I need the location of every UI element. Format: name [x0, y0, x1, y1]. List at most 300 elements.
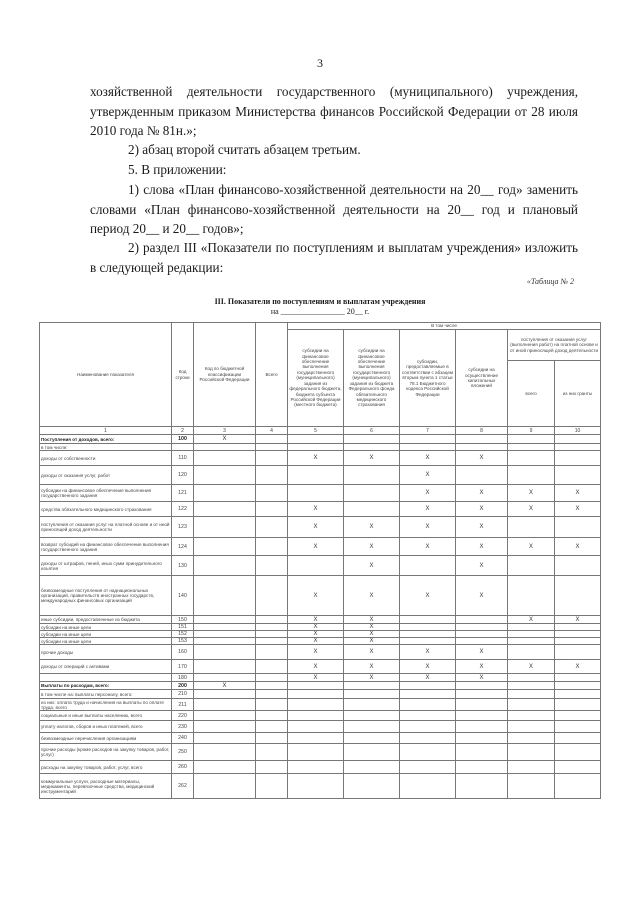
row-cell-c8 [456, 682, 508, 690]
row-code: 153 [172, 638, 194, 645]
row-cell-c8: X [456, 576, 508, 616]
paragraph-appendix: 5. В приложении: [128, 162, 227, 177]
row-cell-c8 [456, 744, 508, 761]
row-cell-c6 [344, 502, 400, 517]
row-name: доходы от штрафов, пеней, иных сумм принудительного изъятия [40, 556, 172, 576]
row-cell-c6 [344, 435, 400, 444]
row-cell-c10 [555, 576, 601, 616]
row-cell-c7 [400, 638, 456, 645]
row-cell-c5 [288, 556, 344, 576]
row-name: уплату налогов, сборов и иных платежей, всего [40, 721, 172, 733]
row-name: субсидии на финансовое обеспечение выполнения государственного задания [40, 485, 172, 502]
row-cell-c6: X [344, 556, 400, 576]
row-kbk [194, 556, 256, 576]
row-total [256, 733, 288, 744]
row-cell-c10 [555, 556, 601, 576]
row-cell-c10 [555, 517, 601, 538]
row-cell-c6: X [344, 576, 400, 616]
table-row [40, 517, 601, 538]
row-cell-c9 [508, 556, 555, 576]
row-cell-c5 [288, 733, 344, 744]
row-cell-c9 [508, 774, 555, 799]
row-cell-c10 [555, 774, 601, 799]
column-number: 4 [256, 427, 288, 435]
row-cell-c6: X [344, 616, 400, 624]
row-cell-c7 [400, 435, 456, 444]
row-cell-c5 [288, 444, 344, 451]
row-code: 260 [172, 761, 194, 774]
row-total [256, 502, 288, 517]
header-paid-total: всего [508, 361, 555, 427]
row-cell-c8: X [456, 517, 508, 538]
row-total [256, 485, 288, 502]
row-cell-c10: X [555, 538, 601, 556]
row-cell-c7: X [400, 660, 456, 674]
row-total [256, 690, 288, 699]
row-cell-c7: X [400, 502, 456, 517]
row-total [256, 444, 288, 451]
row-cell-c7 [400, 631, 456, 638]
row-kbk [194, 690, 256, 699]
row-kbk: X [194, 682, 256, 690]
table-row [40, 690, 601, 699]
paragraph-order-reference: хозяйственной деятельности государственного (муниципального) учреждения, утвержденным приказом Министерства финансов Российской Федерации от 28 июля 2010 года № 81н.»; [90, 84, 578, 138]
header-paid-services: поступления от оказания услуг (выполнения работ) на платной основе и от иной приносящей доход деятельности [508, 330, 601, 361]
row-cell-c7: X [400, 576, 456, 616]
row-cell-c8 [456, 699, 508, 711]
row-cell-c10 [555, 682, 601, 690]
row-cell-c10 [555, 466, 601, 485]
header-subsidy-78-1: субсидии, предоставляемые в соответствии с абзацем вторым пункта 1 статьи 78.1 Бюджетного кодекса Российской Федерации [400, 330, 456, 427]
table-row [40, 660, 601, 674]
row-cell-c7: X [400, 674, 456, 682]
row-cell-c5 [288, 774, 344, 799]
row-cell-c10 [555, 631, 601, 638]
row-total [256, 616, 288, 624]
row-kbk [194, 485, 256, 502]
column-number: 1 [40, 427, 172, 435]
row-cell-c6: X [344, 517, 400, 538]
table-title-block [0, 297, 640, 317]
column-number: 10 [555, 427, 601, 435]
row-total [256, 645, 288, 660]
row-kbk [194, 638, 256, 645]
row-total [256, 674, 288, 682]
row-cell-c8 [456, 444, 508, 451]
table-row [40, 744, 601, 761]
row-cell-c8: X [456, 660, 508, 674]
column-number-row [40, 427, 601, 435]
row-cell-c7: X [400, 485, 456, 502]
row-kbk [194, 502, 256, 517]
row-cell-c8 [456, 774, 508, 799]
row-cell-c7 [400, 556, 456, 576]
row-cell-c6 [344, 774, 400, 799]
row-cell-c9 [508, 444, 555, 451]
row-total [256, 774, 288, 799]
row-cell-c5 [288, 761, 344, 774]
table-row [40, 616, 601, 624]
row-cell-c8: X [456, 538, 508, 556]
row-kbk [194, 451, 256, 466]
header-subsidy-oms-fund: субсидии на финансовое обеспечение выполнения государственного (муниципального) задания из бюджета Федерального фонда обязательного медицинского страхования [344, 330, 400, 427]
table-row [40, 638, 601, 645]
row-cell-c8 [456, 711, 508, 721]
row-name: субсидии на иные цели [40, 631, 172, 638]
row-cell-c6: X [344, 645, 400, 660]
table-title: III. Показатели по поступлениям и выплатам учреждения [214, 297, 426, 306]
row-total [256, 660, 288, 674]
row-cell-c5: X [288, 660, 344, 674]
row-cell-c5: X [288, 674, 344, 682]
row-cell-c8: X [456, 502, 508, 517]
row-cell-c6 [344, 744, 400, 761]
header-kbk: Код по бюджетной классификации Российской Федерации [194, 323, 256, 427]
row-cell-c5: X [288, 576, 344, 616]
row-cell-c5 [288, 485, 344, 502]
row-kbk [194, 774, 256, 799]
table-row [40, 721, 601, 733]
row-code: 121 [172, 485, 194, 502]
row-cell-c6: X [344, 631, 400, 638]
row-cell-c8 [456, 761, 508, 774]
row-name: расходы на закупку товаров, работ, услуг, всего [40, 761, 172, 774]
row-cell-c9: X [508, 660, 555, 674]
paragraph-item-1-words: 1) слова «План финансово-хозяйственной деятельности на 20__ год» заменить словами «План финансово-хозяйственной деятельности на 20__ год и плановый период 20__ и 20__ годов»; [90, 182, 578, 236]
row-name: в том числе на: выплаты персоналу, всего: [40, 690, 172, 699]
table-row [40, 761, 601, 774]
row-cell-c9 [508, 711, 555, 721]
row-name: возврат субсидий на финансовое обеспечение выполнения государственного задания [40, 538, 172, 556]
row-cell-c9 [508, 466, 555, 485]
row-name: из них: оплата труда и начисления на выплаты по оплате труда, всего [40, 699, 172, 711]
row-cell-c9 [508, 451, 555, 466]
row-kbk [194, 674, 256, 682]
column-number: 3 [194, 427, 256, 435]
row-cell-c7 [400, 733, 456, 744]
row-cell-c5: X [288, 638, 344, 645]
row-cell-c9 [508, 645, 555, 660]
row-cell-c7: X [400, 517, 456, 538]
row-cell-c8 [456, 624, 508, 631]
row-name: поступления от оказания услуг на платной основе и от иной приносящей доход деятельности [40, 517, 172, 538]
row-cell-c8: X [456, 645, 508, 660]
row-cell-c5 [288, 690, 344, 699]
row-total [256, 538, 288, 556]
row-cell-c5 [288, 721, 344, 733]
row-cell-c10: X [555, 660, 601, 674]
row-kbk [194, 645, 256, 660]
row-name: коммунальные услуги, расходные материалы, медикаменты, перевязочные средства, медицинский инструментарий [40, 774, 172, 799]
row-kbk [194, 624, 256, 631]
column-number: 5 [288, 427, 344, 435]
row-cell-c8: X [456, 674, 508, 682]
row-kbk [194, 576, 256, 616]
row-cell-c5: X [288, 645, 344, 660]
row-kbk: X [194, 435, 256, 444]
row-cell-c8: X [456, 451, 508, 466]
row-cell-c9 [508, 761, 555, 774]
row-cell-c5: X [288, 538, 344, 556]
row-total [256, 744, 288, 761]
row-total [256, 435, 288, 444]
row-cell-c6: X [344, 624, 400, 631]
row-cell-c10 [555, 690, 601, 699]
row-cell-c10 [555, 451, 601, 466]
row-kbk [194, 699, 256, 711]
row-kbk [194, 517, 256, 538]
row-kbk [194, 721, 256, 733]
row-cell-c10 [555, 721, 601, 733]
row-cell-c8: X [456, 485, 508, 502]
row-cell-c9 [508, 733, 555, 744]
row-cell-c9 [508, 674, 555, 682]
row-cell-c6 [344, 682, 400, 690]
row-cell-c5 [288, 435, 344, 444]
row-total [256, 556, 288, 576]
row-kbk [194, 744, 256, 761]
table-row [40, 485, 601, 502]
row-name: Выплаты по расходам, всего: [40, 682, 172, 690]
header-total: Всего [256, 323, 288, 427]
row-code: 240 [172, 733, 194, 744]
row-name: доходы от оказания услуг, работ [40, 466, 172, 485]
row-cell-c8 [456, 690, 508, 699]
row-cell-c8 [456, 435, 508, 444]
row-name: в том числе: [40, 444, 172, 451]
row-kbk [194, 538, 256, 556]
row-total [256, 761, 288, 774]
indicators-table [39, 322, 601, 799]
row-cell-c10 [555, 699, 601, 711]
row-code: 110 [172, 451, 194, 466]
table-body [40, 427, 601, 799]
row-name: прочие расходы (кроме расходов на закупку товаров, работ, услуг) [40, 744, 172, 761]
row-cell-c6: X [344, 538, 400, 556]
page-number: 3 [317, 56, 323, 70]
table-subtitle: на ________________ 20__ г. [270, 307, 370, 316]
row-total [256, 631, 288, 638]
row-code: 262 [172, 774, 194, 799]
row-cell-c6 [344, 761, 400, 774]
row-code: 123 [172, 517, 194, 538]
row-cell-c10 [555, 645, 601, 660]
row-cell-c6 [344, 699, 400, 711]
table-row [40, 466, 601, 485]
row-total [256, 711, 288, 721]
row-kbk [194, 631, 256, 638]
row-cell-c7: X [400, 538, 456, 556]
row-cell-c10 [555, 674, 601, 682]
row-name: доходы от собственности [40, 451, 172, 466]
row-cell-c6 [344, 733, 400, 744]
table-row [40, 631, 601, 638]
row-cell-c10 [555, 761, 601, 774]
column-number: 6 [344, 427, 400, 435]
table-row [40, 451, 601, 466]
row-cell-c10 [555, 744, 601, 761]
row-code: 122 [172, 502, 194, 517]
table-row [40, 444, 601, 451]
row-cell-c6 [344, 721, 400, 733]
row-kbk [194, 711, 256, 721]
row-cell-c5 [288, 699, 344, 711]
row-cell-c7 [400, 744, 456, 761]
row-kbk [194, 444, 256, 451]
row-cell-c5: X [288, 631, 344, 638]
row-cell-c8 [456, 466, 508, 485]
row-cell-c9 [508, 631, 555, 638]
row-code: 200 [172, 682, 194, 690]
row-total [256, 576, 288, 616]
row-code: 124 [172, 538, 194, 556]
header-name: Наименование показателя [40, 323, 172, 427]
row-cell-c5 [288, 711, 344, 721]
row-cell-c9: X [508, 616, 555, 624]
row-cell-c7 [400, 624, 456, 631]
row-name: субсидии на иные цели [40, 638, 172, 645]
table-row [40, 774, 601, 799]
paragraph-item-2-section: 2) раздел III «Показатели по поступлениям и выплатам учреждения» изложить в следующей редакции: [90, 240, 578, 275]
row-cell-c9: X [508, 485, 555, 502]
row-code: 100 [172, 435, 194, 444]
row-cell-c9 [508, 744, 555, 761]
row-cell-c7: X [400, 645, 456, 660]
row-cell-c6 [344, 690, 400, 699]
row-total [256, 638, 288, 645]
row-cell-c5: X [288, 624, 344, 631]
row-cell-c5: X [288, 502, 344, 517]
row-cell-c8: X [456, 556, 508, 576]
row-cell-c9 [508, 517, 555, 538]
header-grants: из них гранты [555, 361, 601, 427]
row-cell-c9 [508, 576, 555, 616]
row-code: 150 [172, 616, 194, 624]
row-code: 140 [172, 576, 194, 616]
row-cell-c5: X [288, 451, 344, 466]
row-total [256, 721, 288, 733]
header-incl: В том числе [288, 323, 601, 330]
row-total [256, 466, 288, 485]
row-cell-c9 [508, 699, 555, 711]
row-code: 152 [172, 631, 194, 638]
table-row [40, 682, 601, 690]
row-cell-c8 [456, 733, 508, 744]
table-row [40, 711, 601, 721]
row-total [256, 682, 288, 690]
row-cell-c7 [400, 711, 456, 721]
row-total [256, 451, 288, 466]
row-code: 170 [172, 660, 194, 674]
row-cell-c6: X [344, 674, 400, 682]
column-number: 8 [456, 427, 508, 435]
row-name: прочие доходы [40, 645, 172, 660]
row-cell-c9 [508, 682, 555, 690]
row-cell-c9 [508, 435, 555, 444]
row-cell-c6 [344, 485, 400, 502]
row-cell-c7 [400, 721, 456, 733]
row-kbk [194, 733, 256, 744]
row-code: 210 [172, 690, 194, 699]
table-note: «Таблица № 2 [526, 277, 574, 286]
row-name: безвозмездные перечисления организациям [40, 733, 172, 744]
row-cell-c5 [288, 466, 344, 485]
row-code: 220 [172, 711, 194, 721]
row-cell-c10 [555, 624, 601, 631]
row-name: средства обязательного медицинского страхования [40, 502, 172, 517]
row-cell-c9: X [508, 502, 555, 517]
row-code: 120 [172, 466, 194, 485]
row-cell-c9 [508, 721, 555, 733]
row-code: 151 [172, 624, 194, 631]
row-cell-c7 [400, 774, 456, 799]
row-cell-c6: X [344, 638, 400, 645]
row-code: 250 [172, 744, 194, 761]
row-cell-c8 [456, 616, 508, 624]
row-cell-c10 [555, 711, 601, 721]
row-name [40, 674, 172, 682]
row-cell-c7 [400, 616, 456, 624]
row-cell-c7 [400, 682, 456, 690]
row-cell-c10: X [555, 616, 601, 624]
row-name: Поступления от доходов, всего: [40, 435, 172, 444]
row-cell-c7 [400, 699, 456, 711]
row-cell-c8 [456, 638, 508, 645]
table-row [40, 674, 601, 682]
row-total [256, 699, 288, 711]
table-row [40, 538, 601, 556]
row-cell-c9: X [508, 538, 555, 556]
row-total [256, 624, 288, 631]
row-cell-c9 [508, 624, 555, 631]
row-cell-c7 [400, 444, 456, 451]
row-cell-c6: X [344, 660, 400, 674]
row-code: 211 [172, 699, 194, 711]
row-cell-c6 [344, 711, 400, 721]
row-name: социальные и иные выплаты населению, всего [40, 711, 172, 721]
row-cell-c7: X [400, 451, 456, 466]
table-row [40, 733, 601, 744]
row-code: 180 [172, 674, 194, 682]
row-name: субсидии на иные цели [40, 624, 172, 631]
row-cell-c5 [288, 682, 344, 690]
header-subsidy-capital: субсидии на осуществление капитальных вложений [456, 330, 508, 427]
row-name: безвозмездные поступления от наднациональных организаций, правительств иностранных государств, международных финансовых организаций [40, 576, 172, 616]
row-kbk [194, 616, 256, 624]
row-cell-c9 [508, 638, 555, 645]
table-row [40, 624, 601, 631]
header-subsidy-state-task: субсидии на финансовое обеспечение выполнения государственного (муниципального) задания из федерального бюджета, бюджета субъекта Российской Федерации (местного бюджета) [288, 330, 344, 427]
table-row [40, 435, 601, 444]
row-cell-c8 [456, 721, 508, 733]
column-number: 2 [172, 427, 194, 435]
row-cell-c8 [456, 631, 508, 638]
table-row [40, 645, 601, 660]
row-code [172, 444, 194, 451]
row-kbk [194, 761, 256, 774]
row-kbk [194, 466, 256, 485]
row-cell-c6 [344, 444, 400, 451]
row-total [256, 517, 288, 538]
row-kbk [194, 660, 256, 674]
column-number: 7 [400, 427, 456, 435]
column-number: 9 [508, 427, 555, 435]
row-cell-c9 [508, 690, 555, 699]
row-code: 130 [172, 556, 194, 576]
row-cell-c7 [400, 761, 456, 774]
row-cell-c5: X [288, 517, 344, 538]
row-cell-c7: X [400, 466, 456, 485]
